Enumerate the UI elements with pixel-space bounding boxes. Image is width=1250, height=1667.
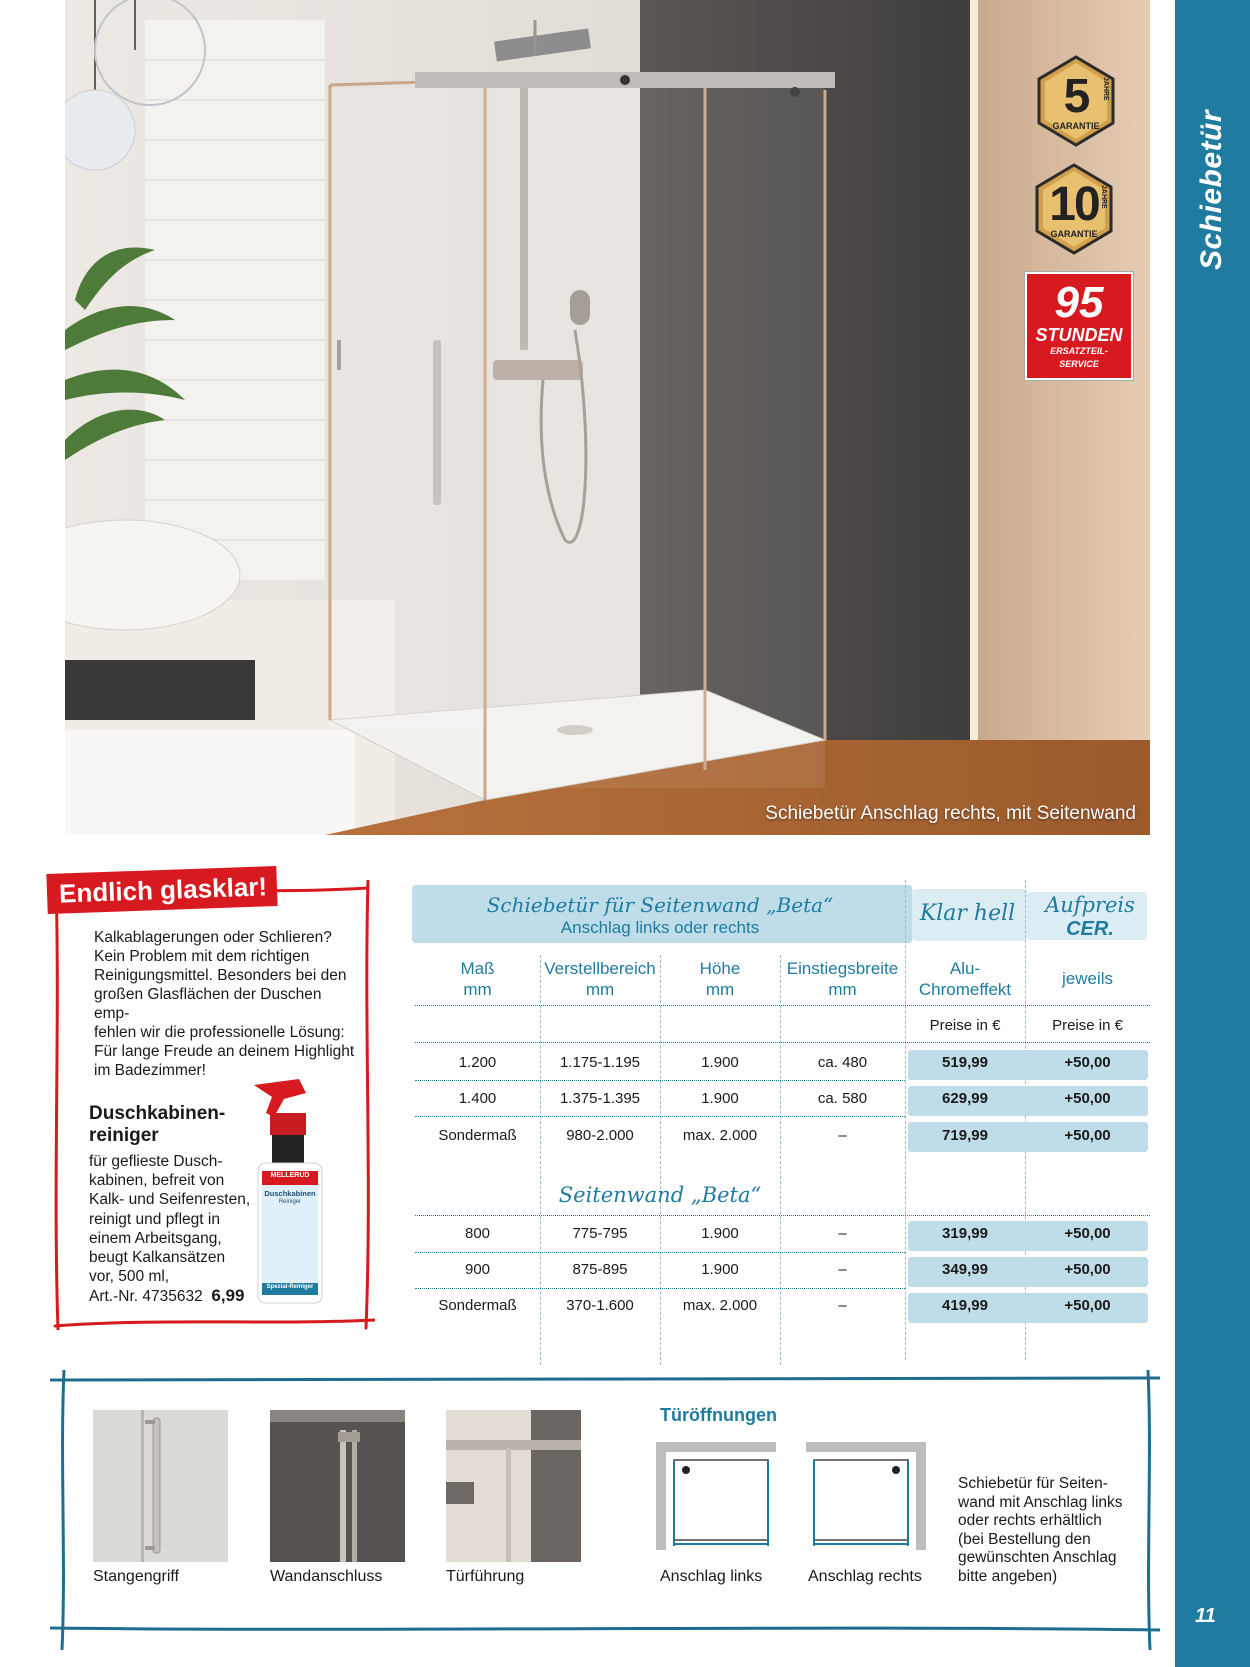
hero-caption: Schiebetür Anschlag rechts, mit Seitenwand [765, 803, 1136, 824]
cleaner-bottle-image: MELLERUD Duschkabinen Reiniger Spezial-Reiniger [244, 1075, 344, 1305]
header-hoehe: Höhe mm [699, 959, 741, 999]
cer-logo: CER. [1066, 918, 1114, 940]
stangengriff-image [93, 1410, 228, 1562]
header-mass: Maß mm [460, 959, 495, 999]
service-95-badge: 95 STUNDEN ERSATZTEIL- SERVICE [1025, 272, 1133, 380]
floorplan-right-icon [806, 1442, 926, 1550]
hero-photo [65, 0, 1150, 835]
header-einstiegsbreite: Einstiegsbreite mm [786, 959, 899, 999]
warranty-10-badge: 10 JAHRE GARANTIE [1033, 163, 1115, 255]
section2-title: Seitenwand „Beta“ [558, 1183, 762, 1207]
tuerfuehrung-image [446, 1410, 581, 1562]
header-verstellbereich: Verstellbereich mm [544, 959, 656, 999]
aufpreis-label: Aufpreis [1045, 893, 1135, 917]
warranty-5-badge: 5 JAHRE GARANTIE [1035, 55, 1117, 147]
feature-label: Stangengriff [93, 1568, 179, 1585]
plan-label-right: Anschlag rechts [808, 1568, 922, 1585]
feature-label: Türführung [446, 1568, 525, 1585]
header-jeweils: jeweils [1061, 969, 1114, 988]
klar-hell-label: Klar hell [919, 901, 1016, 926]
feature-label: Wandanschluss [270, 1568, 383, 1585]
product-price: 6,99 [211, 1286, 245, 1306]
price-unit: Preise in € [929, 1017, 1001, 1034]
header-alu-chromeffekt: Alu- Chromeffekt [918, 959, 1012, 999]
table-subtitle: Anschlag links oder rechts [560, 918, 760, 937]
shower-illustration [65, 0, 1150, 835]
page-number: 11 [1195, 1605, 1216, 1627]
wandanschluss-image [270, 1410, 405, 1562]
product-title: Duschkabinen- reiniger [89, 1103, 226, 1146]
door-guide-icon [446, 1410, 581, 1562]
plan-label-left: Anschlag links [660, 1568, 763, 1585]
handle-icon [93, 1410, 228, 1562]
table-title: Schiebetür für Seitenwand „Beta“ [486, 893, 834, 917]
promo-banner: Endlich glasklar! [46, 866, 277, 914]
article-number: Art.-Nr. 4735632 [89, 1288, 203, 1306]
price-unit: Preise in € [1052, 1017, 1123, 1034]
plan-anschlag-rechts [806, 1442, 926, 1550]
promo-text: Kalkablagerungen oder Schlieren? Kein Problem mit dem richtigen Reinigungsmittel. Besonders bei den großen Glasflächen der Duschen emp- fehlen wir die professionelle Lösung: Für lange Freude an deinem Highlight im Badezimmer! [94, 929, 355, 1079]
plan-anschlag-links [656, 1442, 776, 1550]
floorplan-left-icon [656, 1442, 776, 1550]
tueroeffnungen-title: Türöffnungen [660, 1405, 777, 1425]
product-description: für geflieste Dusch- kabinen, befreit von Kalk- und Seifenresten, reinigt und pflegt in einem Arbeitsgang, beugt Kalkansätzen vor, 500 ml, Art.-Nr. 4735632 6,99 [89, 1153, 251, 1306]
opening-note: Schiebetür für Seiten- wand mit Anschlag links oder rechts erhältlich (bei Bestellung den gewünschten Anschlag bitte angeben) [958, 1475, 1123, 1585]
wall-profile-icon [270, 1410, 405, 1562]
section-title: Schiebetür [1195, 109, 1229, 271]
